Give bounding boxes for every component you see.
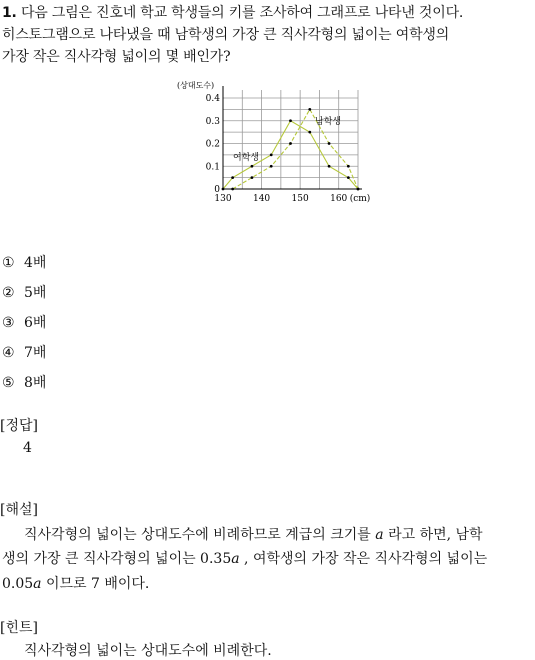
choice-2[interactable]	[2, 282, 46, 302]
explanation-text-3a: 0.05	[2, 576, 34, 592]
hint-label: [힌트]	[0, 620, 38, 636]
x-tick-label: 130	[214, 194, 232, 204]
series-point-1	[347, 165, 350, 168]
choice-3[interactable]	[2, 312, 46, 332]
x-tick-label: (cm)	[349, 194, 370, 204]
series-point-1	[328, 142, 331, 145]
y-tick-label: 0.1	[205, 162, 220, 173]
series-point-1	[270, 165, 273, 168]
explanation-line-3	[2, 573, 149, 593]
choice-3-text: 6배	[24, 315, 47, 331]
answer-value: 4	[23, 440, 32, 456]
choice-5-text: 8배	[24, 375, 47, 391]
series-point-0	[289, 119, 292, 122]
choice-2-text: 5배	[24, 285, 47, 301]
explanation-text-2b: , 여학생의 가장 작은 직사각형의 넓이는	[239, 551, 488, 567]
relative-frequency-polygon-chart	[165, 78, 370, 213]
explanation-line-2	[2, 548, 487, 568]
y-axis-label: (상대도수)	[177, 81, 215, 90]
explanation-text-2a: 생의 가장 큰 직사각형의 넓이는 0.35	[2, 551, 232, 567]
chart-grid	[223, 90, 358, 189]
series-point-1	[289, 142, 292, 145]
choice-2-mark: ②	[2, 285, 15, 301]
series-point-1	[357, 188, 360, 191]
series-label-female: 여학생	[233, 153, 260, 163]
question-number: 1.	[2, 5, 17, 21]
series-point-0	[251, 165, 254, 168]
choice-4-mark: ④	[2, 345, 15, 361]
explanation-line-1	[24, 524, 483, 544]
series-point-1	[231, 188, 234, 191]
chart-labels	[177, 80, 370, 204]
question-line-2: 히스토그램으로 나타냈을 때 남학생의 가장 큰 직사각형의 넓이는 여학생의	[2, 27, 450, 43]
variable-a: a	[231, 551, 240, 567]
series-point-0	[328, 165, 331, 168]
choice-1[interactable]	[2, 252, 46, 272]
question-text-1: 다음 그림은 진호네 학교 학생들의 키를 조사하여 그래프로 나타낸 것이다.	[20, 5, 464, 21]
choice-5-mark: ⑤	[2, 375, 15, 391]
series-label-male: 남학생	[315, 117, 342, 127]
explanation-text-3b: 이므로 7 배이다.	[41, 576, 150, 592]
question-line-1	[2, 2, 463, 22]
choice-4-text: 7배	[24, 345, 47, 361]
question-line-3: 가장 작은 직사각형 넓이의 몇 배인가?	[2, 49, 231, 65]
explanation-text-1a: 직사각형의 넓이는 상대도수에 비례하므로 계급의 크기를	[24, 527, 376, 543]
choice-5[interactable]	[2, 372, 46, 392]
y-tick-label: 0.2	[205, 139, 220, 150]
choice-3-mark: ③	[2, 315, 15, 331]
variable-a: a	[375, 527, 384, 543]
y-tick-label: 0	[214, 185, 220, 195]
series-point-1	[251, 176, 254, 179]
series-point-1	[308, 108, 311, 111]
series-point-0	[347, 176, 350, 179]
hint-text: 직사각형의 넓이는 상대도수에 비례한다.	[24, 643, 272, 659]
series-point-0	[308, 131, 311, 134]
explanation-text-1b: 라고 하면, 남학	[383, 527, 483, 543]
variable-a: a	[33, 576, 42, 592]
choice-1-text: 4배	[24, 255, 47, 271]
series-point-0	[270, 153, 273, 156]
series-point-0	[231, 176, 234, 179]
y-tick-label: 0.3	[205, 116, 220, 127]
choice-1-mark: ①	[2, 255, 15, 271]
explanation-label: [해설]	[0, 502, 38, 518]
x-tick-label: 140	[252, 194, 271, 204]
y-tick-label: 0.4	[205, 94, 220, 104]
x-tick-label: 150	[291, 194, 309, 204]
answer-label: [정답]	[0, 418, 38, 434]
x-tick-label: 160	[330, 194, 348, 204]
series-point-0	[222, 188, 225, 191]
choice-4[interactable]	[2, 342, 46, 362]
